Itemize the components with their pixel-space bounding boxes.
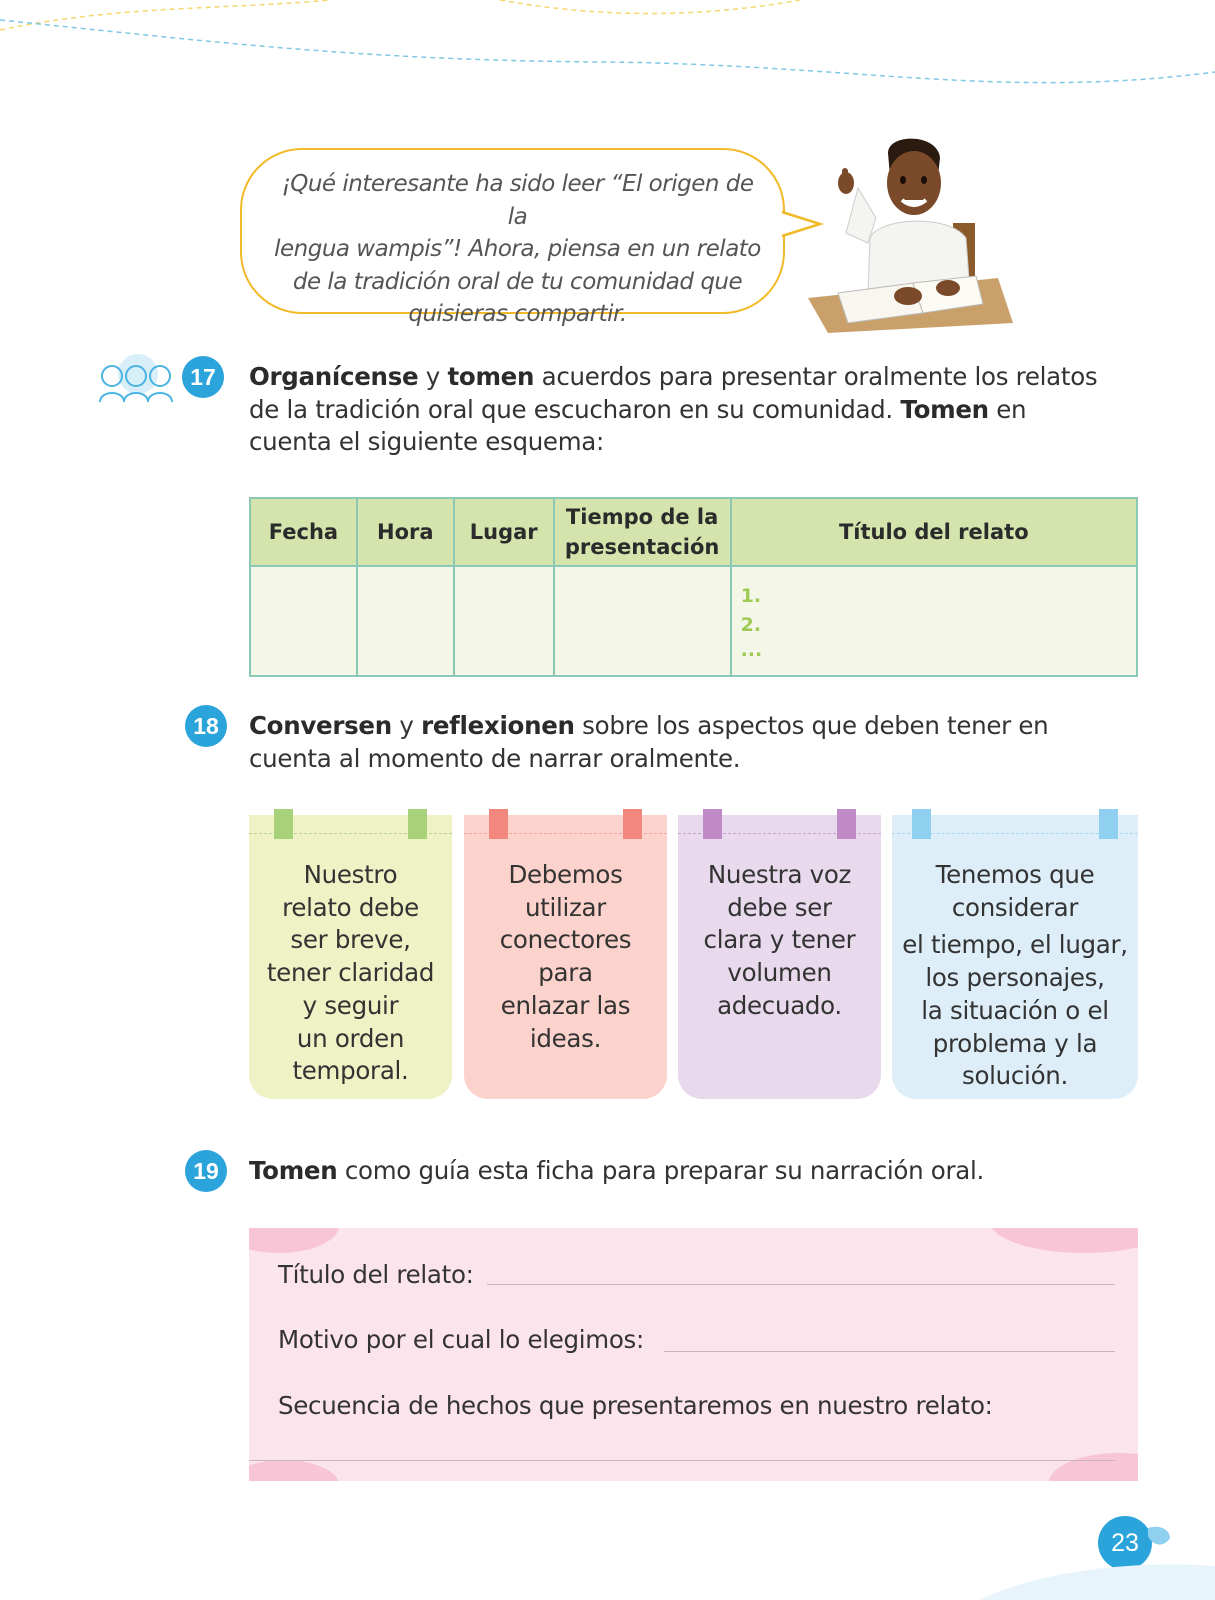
title-item: 1.: [740, 585, 762, 607]
cell-fecha[interactable]: [250, 566, 357, 676]
narration-worksheet: [249, 1228, 1138, 1481]
tip-card-brevity: Nuestro relato debe ser breve, tener claridad y seguir un orden temporal.: [249, 815, 452, 1099]
decorative-top-waves: [0, 0, 1215, 110]
table-header-row: [250, 498, 1137, 566]
decorative-blob: [989, 1228, 1138, 1253]
cell-lugar[interactable]: [454, 566, 554, 676]
activity-number-19: 19: [185, 1150, 227, 1192]
field-line-reason[interactable]: [664, 1351, 1115, 1352]
table-row: [250, 566, 1137, 676]
cell-tiempo[interactable]: [554, 566, 731, 676]
cell-titulo[interactable]: [731, 566, 1137, 676]
presentation-schedule-table: [249, 497, 1138, 677]
field-label-reason: Motivo por el cual lo elegimos:: [278, 1325, 644, 1354]
activity-19-instructions: Tomen como guía esta ficha para preparar su narración oral.: [249, 1156, 984, 1185]
header-lugar: Lugar: [454, 498, 554, 566]
title-item: 2.: [740, 614, 762, 636]
activity-18-instructions: Conversen y reflexionen sobre los aspectos que deben tener en cuenta al momento de narrar oralmente.: [249, 711, 1049, 773]
field-line-title[interactable]: [487, 1284, 1115, 1285]
title-item: ...: [740, 639, 763, 661]
group-of-students-icon: [98, 352, 178, 412]
header-fecha: Fecha: [250, 498, 357, 566]
speech-bubble-text: ¡Qué interesante ha sido leer “El origen de la lengua wampis”! Ahora, piensa en un relato de la tradición oral de tu comunidad que quisieras compartir.: [274, 171, 761, 327]
page-number-leaf-icon: [1146, 1522, 1172, 1552]
activity-number-18: 18: [185, 705, 227, 747]
decorative-blob: [249, 1460, 339, 1481]
activity-17-instructions: Organícense y tomen acuerdos para presentar oralmente los relatos de la tradición oral que escucharon en su comunidad. Tomen en cuenta el siguiente esquema:: [249, 362, 1098, 456]
tip-card-voice: Nuestra voz debe ser clara y tener volumen adecuado.: [678, 815, 881, 1099]
tip-card-connectors: Debemos utilizar conectores para enlazar las ideas.: [464, 815, 667, 1099]
header-hora: Hora: [357, 498, 454, 566]
field-label-sequence: Secuencia de hechos que presentaremos en nuestro relato:: [278, 1391, 993, 1420]
tip-card-elements: Tenemos que considerar el tiempo, el lugar, los personajes, la situación o el problema y la solución.: [892, 815, 1138, 1099]
decorative-blob: [1049, 1453, 1138, 1481]
header-tiempo: Tiempo de la presentación: [554, 498, 731, 566]
boy-reading-illustration: [798, 128, 1023, 343]
cell-hora[interactable]: [357, 566, 454, 676]
decorative-blob: [249, 1228, 339, 1253]
activity-number-17: 17: [182, 356, 224, 398]
field-label-title: Título del relato:: [278, 1260, 474, 1289]
decorative-corner-wave: [980, 1560, 1215, 1600]
field-line-sequence[interactable]: [249, 1460, 1115, 1461]
header-titulo: Título del relato: [731, 498, 1137, 566]
page-number: 23: [1098, 1516, 1152, 1570]
